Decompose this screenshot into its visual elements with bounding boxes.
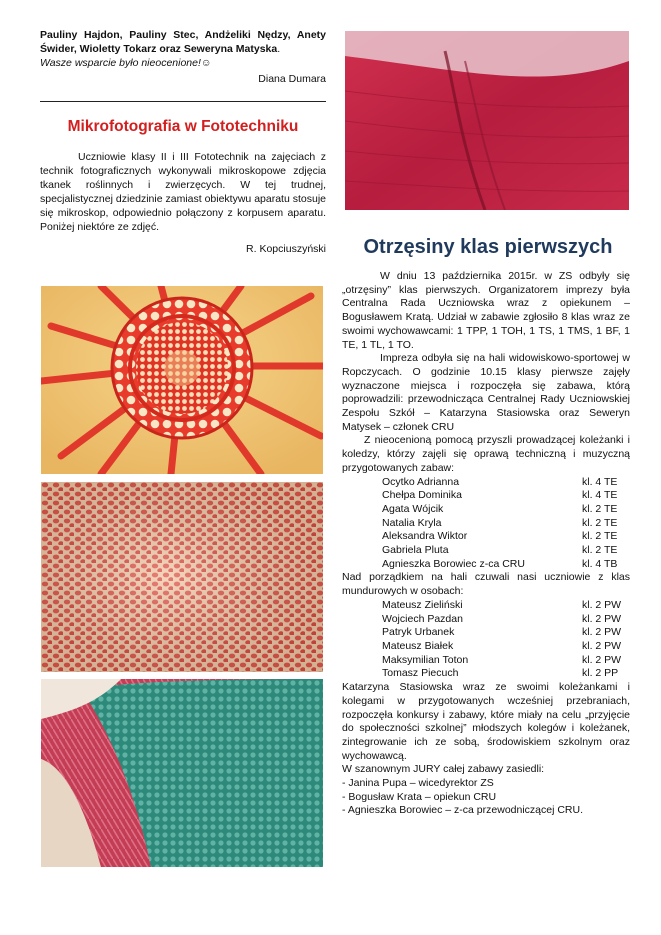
list-item	[342, 613, 630, 627]
guard-name: Mateusz Zieliński	[382, 598, 463, 611]
list-item	[342, 626, 630, 640]
thanks-names: Pauliny Hajdon, Pauliny Stec, Andżeliki Nędzy, Anety Świder, Wioletty Tokarz oraz Seweryna Matyska	[40, 29, 326, 55]
jury-item: - Agnieszka Borowiec – z-ca przewodniczącej CRU.	[342, 804, 584, 817]
otrzesiny-paragraph-5: Katarzyna Stasiowska wraz ze swoimi koleżankami i kolegami w przygotowanych wcześniej przebraniach, rozpoczęła konkursy i zabawy, które miały na celu „przyjęcie do społeczności szkolnej” młodszych kolegów i koleżanek, zintegrowanie ich ze sobą, środowiskiem szkolnym oraz wychowawcą.	[342, 681, 630, 762]
mikro-title: Mikrofotografia w Fototechniku	[67, 118, 299, 135]
micro-photo-tissue	[41, 679, 323, 867]
list-item	[342, 530, 630, 544]
jury-heading: W szanownym JURY całej zabawy zasiedli:	[342, 763, 545, 776]
helper-class: kl. 2 TE	[582, 516, 618, 529]
micro-photo-fiber	[345, 31, 629, 210]
guards-list	[342, 599, 630, 681]
list-item	[342, 544, 630, 558]
helper-class: kl. 2 TE	[582, 530, 618, 543]
helper-class: kl. 4 TE	[582, 489, 618, 502]
otrzesiny-paragraph-2: Impreza odbyła się na hali widowiskowo-sportowej w Ropczycach. O godzinie 10.15 klasy pierwsze zajęły wyznaczone miejsca i rozpoczęła się zabawa, którą poprowadzili: przewodnicząca Centralnej Rady Uczniowskiej Zespołu Szkół – Katarzyna Stasiowska oraz Seweryn Matysek – członek CRU	[342, 352, 630, 433]
helper-class: kl. 2 TE	[582, 544, 618, 557]
guard-class: kl. 2 PW	[582, 626, 622, 639]
list-item	[342, 654, 630, 668]
thanks-message: Wasze wsparcie było nieocenione!☺	[40, 57, 212, 69]
helper-name: Agata Wójcik	[382, 502, 444, 515]
mikro-signature: R. Kopciuszyński	[246, 243, 326, 255]
list-item	[342, 503, 630, 517]
jury-item: - Bogusław Krata – opiekun CRU	[342, 790, 497, 803]
list-item	[342, 489, 630, 503]
otrzesiny-paragraph-4: Nad porządkiem na hali czuwali nasi uczniowie z klas mundurowych w osobach:	[342, 571, 630, 598]
mikro-body: Uczniowie klasy II i III Fototechnik na zajęciach z technik fotograficznych wykonywali mikroskopowe zdjęcia tkanek roślinnych i zwierzęcych. W tej trudnej, specjalistycznej dziedzinie zamiast obiektywu aparatu stosuje się mikroskop, odpowiednio połączony z korpusem aparatu. Poniżej niektóre ze zdjęć.	[40, 151, 326, 233]
list-item	[342, 476, 630, 490]
helper-name: Chełpa Dominika	[382, 489, 462, 502]
guard-class: kl. 2 PP	[582, 667, 619, 680]
thanks-signature: Diana Dumara	[258, 73, 326, 85]
list-item	[342, 599, 630, 613]
section-divider	[40, 101, 326, 102]
mikro-body-block	[40, 150, 326, 256]
list-item	[342, 517, 630, 531]
otrzesiny-title: Otrzęsiny klas pierwszych	[363, 236, 613, 258]
guard-class: kl. 2 PW	[582, 653, 622, 666]
helper-class: kl. 4 TB	[582, 557, 618, 570]
helper-name: Natalia Kryla	[382, 516, 442, 529]
guard-name: Mateusz Białek	[382, 639, 454, 652]
otrzesiny-paragraph-1: W dniu 13 października 2015r. w ZS odbyły się „otrzęsiny” klas pierwszych. Organizatorem imprezy była Centralna Rada Uczniowska wraz z opiekunem – Bogusławem Kratą. Udział w zabawie zgłosiło 8 klas wraz ze swoimi wychowawcami: 1 TPP, 1 TOH, 1 TS, 1 TMS, 1 BF, 1 TE, 1 TL, 1 TO.	[342, 270, 630, 351]
otrzesiny-body	[342, 270, 630, 818]
guard-class: kl. 2 PW	[582, 639, 622, 652]
thanks-block: Pauliny Hajdon, Pauliny Stec, Andżeliki Nędzy, Anety Świder, Wioletty Tokarz oraz Seweryna Matyska. Wasze wsparcie było nieocenione!☺ Diana Dumara	[40, 29, 326, 85]
list-item	[342, 558, 630, 572]
micro-photo-blood-cells	[41, 482, 323, 672]
jury-item: - Janina Pupa – wicedyrektor ZS	[342, 777, 494, 790]
guard-name: Tomasz Piecuch	[382, 667, 459, 680]
micro-photo-stem	[41, 286, 323, 474]
guard-class: kl. 2 PW	[582, 598, 622, 611]
helper-name: Aleksandra Wiktor	[382, 530, 468, 543]
list-item	[342, 640, 630, 654]
guard-name: Wojciech Pazdan	[382, 612, 463, 625]
helper-class: kl. 2 TE	[582, 502, 618, 515]
otrzesiny-paragraph-3: Z nieocenioną pomocą przyszli prowadzącej koleżanki i koledzy, którzy zajęli się oprawą techniczną i muzyczną przygotowanych zabaw:	[342, 434, 630, 474]
list-item	[342, 667, 630, 681]
guard-class: kl. 2 PW	[582, 612, 622, 625]
helper-name: Ocytko Adrianna	[382, 475, 460, 488]
helper-name: Agnieszka Borowiec z-ca CRU	[382, 557, 525, 570]
helper-name: Gabriela Pluta	[382, 544, 449, 557]
guard-name: Maksymilian Toton	[382, 653, 469, 666]
helper-class: kl. 4 TE	[582, 475, 618, 488]
helpers-list	[342, 476, 630, 572]
guard-name: Patryk Urbanek	[382, 626, 455, 639]
